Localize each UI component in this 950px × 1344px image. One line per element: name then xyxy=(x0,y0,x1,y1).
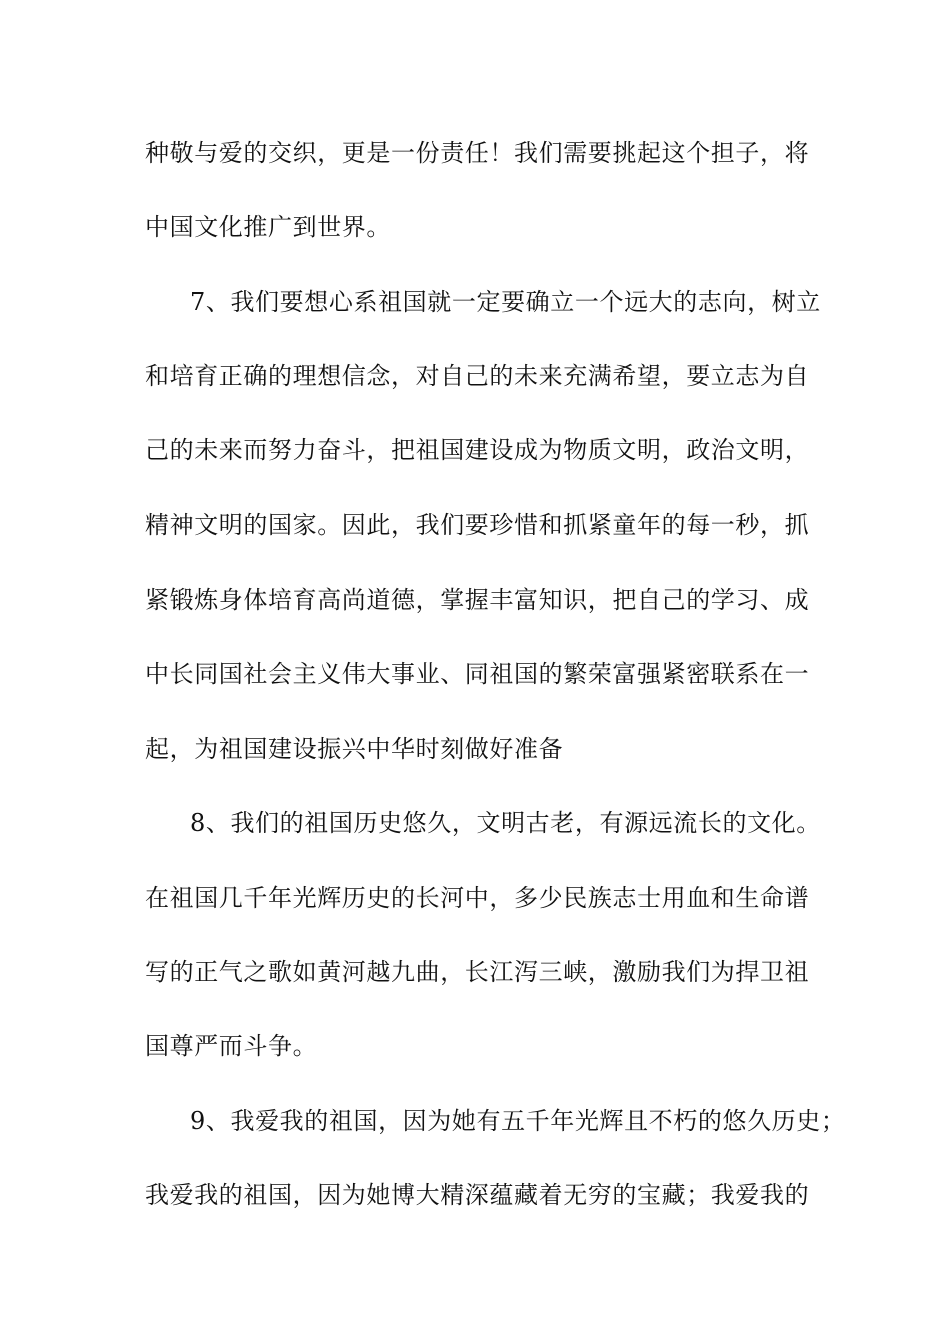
text-line: 我爱我的祖国，因为她博大精深蕴藏着无穷的宝藏；我爱我的 xyxy=(145,1181,810,1209)
text-line: 己的未来而努力奋斗，把祖国建设成为物质文明，政治文明， xyxy=(145,436,810,464)
text-line: 起，为祖国建设振兴中华时刻做好准备 xyxy=(145,735,564,763)
text-line: 国尊严而斗争。 xyxy=(145,1032,318,1060)
paragraph-7-start: 7、我们要想心系祖国就一定要确立一个远大的志向，树立 xyxy=(190,288,821,316)
text-line: 种敬与爱的交织，更是一份责任！我们需要挑起这个担子，将 xyxy=(145,139,810,167)
text-line: 中国文化推广到世界。 xyxy=(145,213,391,241)
text-line: 精神文明的国家。因此，我们要珍惜和抓紧童年的每一秒，抓 xyxy=(145,511,810,539)
paragraph-9-start: 9、我爱我的祖国，因为她有五千年光辉且不朽的悠久历史； xyxy=(190,1107,846,1135)
text-line: 和培育正确的理想信念，对自己的未来充满希望，要立志为自 xyxy=(145,362,810,390)
text-line: 紧锻炼身体培育高尚道德，掌握丰富知识，把自己的学习、成 xyxy=(145,586,810,614)
text-line: 写的正气之歌如黄河越九曲，长江泻三峡，激励我们为捍卫祖 xyxy=(145,958,810,986)
text-line: 在祖国几千年光辉历史的长河中，多少民族志士用血和生命谱 xyxy=(145,884,810,912)
paragraph-8-start: 8、我们的祖国历史悠久，文明古老，有源远流长的文化。 xyxy=(190,809,821,837)
text-line: 中长同国社会主义伟大事业、同祖国的繁荣富强紧密联系在一 xyxy=(145,660,810,688)
